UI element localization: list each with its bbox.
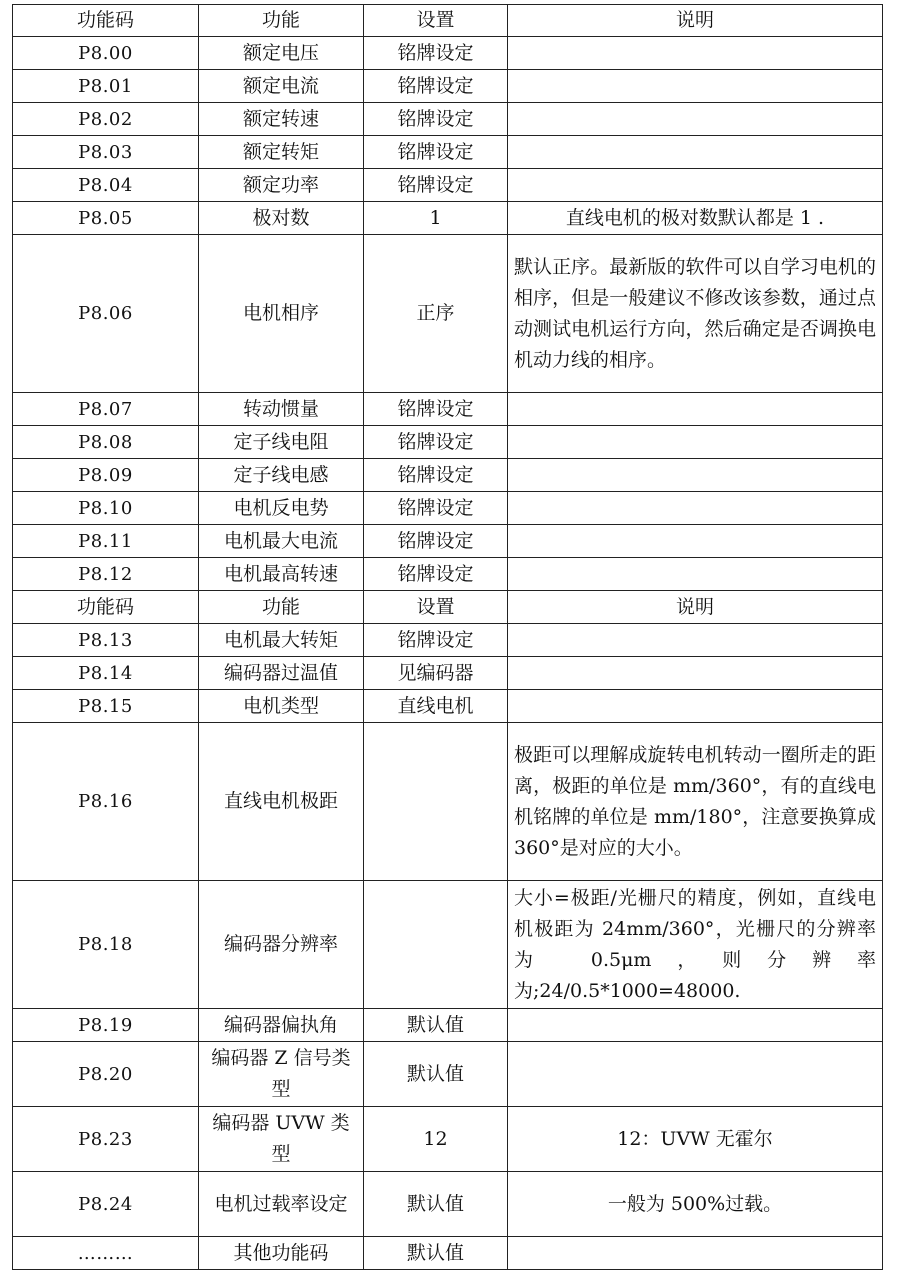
cell-code: P8.24: [13, 1172, 199, 1237]
cell-function: 额定电压: [199, 37, 364, 70]
cell-note: 极距可以理解成旋转电机转动一圈所走的距离，极距的单位是 mm/360°，有的直线电机铭牌的单位是 mm/180°，注意要换算成 360°是对应的大小。: [508, 723, 883, 881]
cell-note: [508, 459, 883, 492]
cell-note: [508, 393, 883, 426]
parameter-table: [12, 4, 883, 1270]
cell-function: 编码器 UVW 类型: [199, 1107, 364, 1172]
cell-setting: 铭牌设定: [364, 492, 508, 525]
header-note: 说明: [508, 591, 883, 624]
cell-note: [508, 558, 883, 591]
cell-note: [508, 136, 883, 169]
cell-setting: 默认值: [364, 1237, 508, 1270]
cell-setting: 铭牌设定: [364, 393, 508, 426]
table-row: [13, 690, 883, 723]
cell-code: P8.13: [13, 624, 199, 657]
table-row: [13, 103, 883, 136]
cell-note: [508, 70, 883, 103]
cell-code: P8.09: [13, 459, 199, 492]
cell-function: 电机过载率设定: [199, 1172, 364, 1237]
cell-setting: 默认值: [364, 1172, 508, 1237]
cell-code: P8.11: [13, 525, 199, 558]
table-row: [13, 169, 883, 202]
cell-setting: 直线电机: [364, 690, 508, 723]
cell-function: 电机反电势: [199, 492, 364, 525]
cell-setting: 铭牌设定: [364, 558, 508, 591]
table-row: [13, 136, 883, 169]
cell-code: P8.20: [13, 1042, 199, 1107]
cell-note: [508, 492, 883, 525]
cell-note: 默认正序。最新版的软件可以自学习电机的相序，但是一般建议不修改该参数，通过点动测试电机运行方向，然后确定是否调换电机动力线的相序。: [508, 235, 883, 393]
cell-function: 电机最高转速: [199, 558, 364, 591]
cell-function: 极对数: [199, 202, 364, 235]
table-row: [13, 459, 883, 492]
header-setting: 设置: [364, 5, 508, 37]
cell-function: 编码器过温值: [199, 657, 364, 690]
table-header-row: [13, 591, 883, 624]
cell-setting: 正序: [364, 235, 508, 393]
cell-setting: 铭牌设定: [364, 426, 508, 459]
cell-function: 额定转速: [199, 103, 364, 136]
cell-setting: 铭牌设定: [364, 37, 508, 70]
cell-note: 12：UVW 无霍尔: [508, 1107, 883, 1172]
table-row: [13, 1237, 883, 1270]
cell-note: [508, 1237, 883, 1270]
header-setting: 设置: [364, 591, 508, 624]
table-row: [13, 70, 883, 103]
cell-note: [508, 525, 883, 558]
cell-code: P8.10: [13, 492, 199, 525]
cell-function: 转动惯量: [199, 393, 364, 426]
cell-setting: 铭牌设定: [364, 136, 508, 169]
cell-code: P8.12: [13, 558, 199, 591]
cell-code: P8.02: [13, 103, 199, 136]
cell-function: 电机类型: [199, 690, 364, 723]
cell-note: [508, 103, 883, 136]
cell-setting: [364, 881, 508, 1009]
cell-code: P8.05: [13, 202, 199, 235]
table-row: [13, 426, 883, 459]
header-note: 说明: [508, 5, 883, 37]
cell-note: [508, 690, 883, 723]
cell-function: 额定电流: [199, 70, 364, 103]
cell-code: P8.08: [13, 426, 199, 459]
cell-setting: 铭牌设定: [364, 169, 508, 202]
cell-note: [508, 169, 883, 202]
cell-setting: 铭牌设定: [364, 70, 508, 103]
cell-function: 直线电机极距: [199, 723, 364, 881]
table-row: [13, 1172, 883, 1237]
table-row: [13, 1107, 883, 1172]
cell-function: 电机最大电流: [199, 525, 364, 558]
table-row: [13, 1009, 883, 1042]
cell-note: [508, 426, 883, 459]
cell-note: 直线电机的极对数默认都是 1 .: [508, 202, 883, 235]
cell-setting: 铭牌设定: [364, 103, 508, 136]
table-row: [13, 624, 883, 657]
table-row: [13, 492, 883, 525]
cell-setting: [364, 723, 508, 881]
cell-code: P8.14: [13, 657, 199, 690]
table-row: [13, 558, 883, 591]
cell-code: P8.00: [13, 37, 199, 70]
table-row: [13, 723, 883, 881]
cell-code: P8.06: [13, 235, 199, 393]
cell-note: [508, 37, 883, 70]
cell-setting: 12: [364, 1107, 508, 1172]
table-row: [13, 881, 883, 1009]
cell-code: P8.19: [13, 1009, 199, 1042]
table-row: [13, 202, 883, 235]
cell-function: 编码器 Z 信号类型: [199, 1042, 364, 1107]
table-row: [13, 1042, 883, 1107]
cell-function: 编码器分辨率: [199, 881, 364, 1009]
cell-code: P8.01: [13, 70, 199, 103]
cell-code: P8.16: [13, 723, 199, 881]
header-function: 功能: [199, 5, 364, 37]
header-code: 功能码: [13, 591, 199, 624]
cell-setting: 默认值: [364, 1009, 508, 1042]
cell-note: [508, 657, 883, 690]
cell-setting: 铭牌设定: [364, 525, 508, 558]
cell-setting: 铭牌设定: [364, 459, 508, 492]
cell-code: P8.23: [13, 1107, 199, 1172]
table-row: [13, 393, 883, 426]
cell-setting: 见编码器: [364, 657, 508, 690]
cell-function: 电机最大转矩: [199, 624, 364, 657]
cell-note: 一般为 500%过载。: [508, 1172, 883, 1237]
cell-code: P8.07: [13, 393, 199, 426]
cell-code: P8.15: [13, 690, 199, 723]
cell-code: ………: [13, 1237, 199, 1270]
table-row: [13, 657, 883, 690]
cell-function: 定子线电阻: [199, 426, 364, 459]
table-header-row: [13, 5, 883, 37]
cell-function: 额定功率: [199, 169, 364, 202]
cell-function: 定子线电感: [199, 459, 364, 492]
cell-setting: 铭牌设定: [364, 624, 508, 657]
cell-code: P8.04: [13, 169, 199, 202]
cell-code: P8.18: [13, 881, 199, 1009]
cell-setting: 1: [364, 202, 508, 235]
cell-function: 其他功能码: [199, 1237, 364, 1270]
table-row: [13, 37, 883, 70]
cell-setting: 默认值: [364, 1042, 508, 1107]
cell-code: P8.03: [13, 136, 199, 169]
cell-note: [508, 1009, 883, 1042]
cell-note: [508, 624, 883, 657]
header-code: 功能码: [13, 5, 199, 37]
table-row: [13, 525, 883, 558]
header-function: 功能: [199, 591, 364, 624]
cell-note: [508, 1042, 883, 1107]
cell-function: 额定转矩: [199, 136, 364, 169]
cell-function: 编码器偏执角: [199, 1009, 364, 1042]
table-row: [13, 235, 883, 393]
cell-function: 电机相序: [199, 235, 364, 393]
cell-note: 大小=极距/光栅尺的精度，例如，直线电机极距为 24mm/360°，光栅尺的分辨率为 0.5μm，则分辨率为;24/0.5*1000=48000.: [508, 881, 883, 1009]
